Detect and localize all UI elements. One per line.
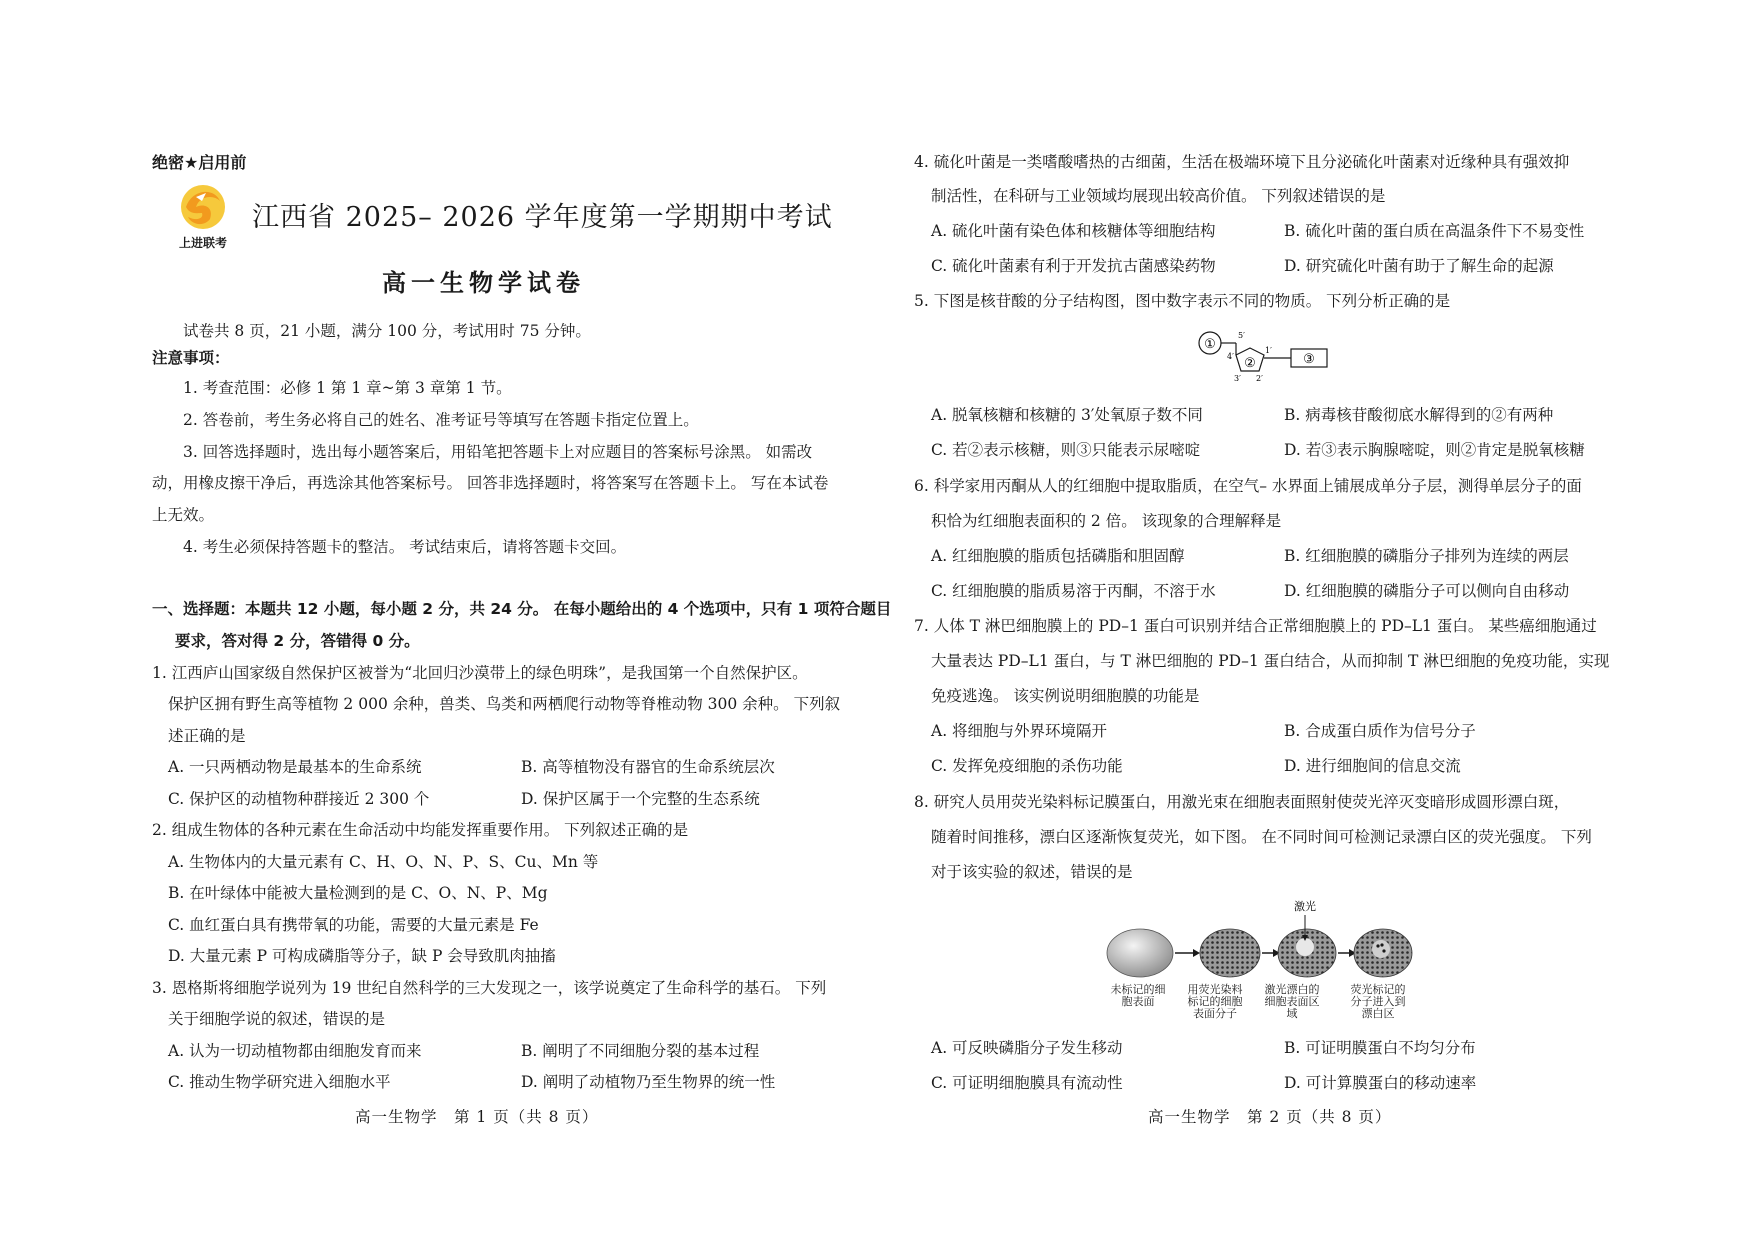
- question-1-option-a: A. 一只两栖动物是最基本的生命系统: [168, 758, 422, 776]
- label-5prime: 5′: [1238, 331, 1245, 340]
- question-5-option-c: C. 若②表示核糖，则③只能表示尿嘧啶: [931, 441, 1201, 459]
- question-3-stem: 3. 恩格斯将细胞学说列为 19 世纪自然科学的三大发现之一，该学说奠定了生命科学的基石。 下列: [152, 979, 827, 997]
- question-6-option-b: B. 红细胞膜的磷脂分子排列为连续的两层: [1284, 547, 1569, 565]
- note-item: 3. 回答选择题时，选出每小题答案后，用铅笔把答题卡上对应题目的答案标号涂黑。 如需改: [183, 443, 813, 461]
- question-7-stem: 大量表达 PD–L1 蛋白，与 T 淋巴细胞的 PD–1 蛋白结合，从而抑制 T 淋巴细胞的免疫功能，实现: [931, 652, 1610, 670]
- question-2-option-d: D. 大量元素 P 可构成磷脂等分子，缺 P 会导致肌肉抽搐: [168, 947, 556, 965]
- section-heading: 一、选择题：本题共 12 小题，每小题 2 分，共 24 分。 在每小题给出的 4 个选项中，只有 1 项符合题目: [152, 600, 892, 618]
- question-3-option-c: C. 推动生物学研究进入细胞水平: [168, 1073, 391, 1091]
- question-4-option-d: D. 研究硫化叶菌有助于了解生命的起源: [1284, 257, 1554, 275]
- figure-label-1: 未标记的细胞表面: [1110, 983, 1166, 1008]
- notes-heading: 注意事项：: [152, 349, 230, 367]
- question-8-stem: 对于该实验的叙述，错误的是: [931, 863, 1133, 881]
- question-2-option-c: C. 血红蛋白具有携带氧的功能，需要的大量元素是 Fe: [168, 916, 539, 934]
- question-4-option-a: A. 硫化叶菌有染色体和核糖体等细胞结构: [931, 222, 1216, 240]
- question-1-option-c: C. 保护区的动植物种群接近 2 300 个: [168, 790, 430, 808]
- page-footer-right: 高一生物学 第 2 页（共 8 页）: [1148, 1108, 1392, 1126]
- question-5-option-b: B. 病毒核苷酸彻底水解得到的②有两种: [1284, 406, 1554, 424]
- label-sugar: ②: [1244, 356, 1256, 371]
- question-5-stem: 5. 下图是核苷酸的分子结构图，图中数字表示不同的物质。 下列分析正确的是: [914, 292, 1451, 310]
- figure-label-4: 荧光标记的分子进入到漂白区: [1350, 983, 1406, 1020]
- label-1prime: 1′: [1265, 346, 1272, 355]
- question-2-stem: 2. 组成生物体的各种元素在生命活动中均能发挥重要作用。 下列叙述正确的是: [152, 821, 689, 839]
- question-8-stem: 8. 研究人员用荧光染料标记膜蛋白，用激光束在细胞表面照射使荧光淬灭变暗形成圆形漂白斑，: [914, 793, 1570, 811]
- question-7-stem: 免疫逃逸。 该实例说明细胞膜的功能是: [931, 687, 1200, 705]
- note-item: 动，用橡皮擦干净后，再选涂其他答案标号。 回答非选择题时，将答案写在答题卡上。 写在本试卷: [152, 474, 829, 492]
- question-6-option-a: A. 红细胞膜的脂质包括磷脂和胆固醇: [931, 547, 1185, 565]
- question-3-option-d: D. 阐明了动植物乃至生物界的统一性: [521, 1073, 776, 1091]
- question-2-option-b: B. 在叶绿体中能被大量检测到的是 C、O、N、P、Mg: [168, 884, 548, 902]
- section-heading-cont: 要求，答对得 2 分，答错得 0 分。: [175, 632, 420, 650]
- question-8-stem: 随着时间推移，漂白区逐渐恢复荧光，如下图。 在不同时间可检测记录漂白区的荧光强度。 下列: [931, 828, 1592, 846]
- label-base: ③: [1303, 352, 1315, 367]
- question-6-stem: 6. 科学家用丙酮从人的红细胞中提取脂质，在空气– 水界面上铺展成单分子层，测得单层分子的面: [914, 477, 1582, 495]
- question-2-option-a: A. 生物体内的大量元素有 C、H、O、N、P、S、Cu、Mn 等: [168, 853, 599, 871]
- question-1-stem: 1. 江西庐山国家级自然保护区被誉为“北回归沙漠带上的绿色明珠”，是我国第一个自然保护区。: [152, 664, 808, 682]
- question-8-option-a: A. 可反映磷脂分子发生移动: [931, 1039, 1123, 1057]
- laser-label: 激光: [1294, 900, 1316, 913]
- figure-label-3: 激光漂白的细胞表面区域: [1264, 983, 1320, 1020]
- note-item: 1. 考查范围：必修 1 第 1 章~第 3 章第 1 节。: [183, 379, 512, 397]
- question-4-stem: 制活性，在科研与工业领域均展现出较高价值。 下列叙述错误的是: [931, 187, 1386, 205]
- svg-text:上进联考: 上进联考: [178, 236, 228, 250]
- figure-label-2: 用荧光染料标记的细胞表面分子: [1187, 983, 1243, 1020]
- cell-labeled: [1200, 929, 1260, 977]
- question-7-option-b: B. 合成蛋白质作为信号分子: [1284, 722, 1476, 740]
- question-8-option-b: B. 可证明膜蛋白不均匀分布: [1284, 1039, 1476, 1057]
- question-7-stem: 7. 人体 T 淋巴细胞膜上的 PD–1 蛋白可识别并结合正常细胞膜上的 PD–L1 蛋白。 某些癌细胞通过: [914, 617, 1597, 635]
- exam-subtitle: 高一生物学试卷: [382, 269, 585, 297]
- note-item: 上无效。: [152, 506, 215, 524]
- question-1-option-d: D. 保护区属于一个完整的生态系统: [521, 790, 760, 808]
- note-item: 4. 考生必须保持答题卡的整洁。 考试结束后，请将答题卡交回。: [183, 538, 627, 556]
- nucleotide-diagram: [1190, 325, 1340, 385]
- secret-label: 绝密★启用前: [152, 153, 247, 172]
- question-8-option-c: C. 可证明细胞膜具有流动性: [931, 1074, 1123, 1092]
- question-5-option-a: A. 脱氧核糖和核糖的 3′处氧原子数不同: [931, 406, 1203, 424]
- question-3-stem: 关于细胞学说的叙述，错误的是: [168, 1010, 386, 1028]
- cell-unlabeled: [1107, 929, 1173, 977]
- logo-icon: [174, 183, 232, 251]
- label-phosphate: ①: [1204, 337, 1216, 352]
- label-4prime: 4′: [1227, 352, 1234, 361]
- question-6-option-c: C. 红细胞膜的脂质易溶于丙酮，不溶于水: [931, 582, 1216, 600]
- question-7-option-a: A. 将细胞与外界环境隔开: [931, 722, 1108, 740]
- question-1-stem: 述正确的是: [168, 727, 246, 745]
- question-7-option-d: D. 进行细胞间的信息交流: [1284, 757, 1461, 775]
- question-1-option-b: B. 高等植物没有器官的生命系统层次: [521, 758, 775, 776]
- question-4-option-c: C. 硫化叶菌素有利于开发抗古菌感染药物: [931, 257, 1216, 275]
- question-3-option-b: B. 阐明了不同细胞分裂的基本过程: [521, 1042, 760, 1060]
- question-6-stem: 积恰为红细胞表面积的 2 倍。 该现象的合理解释是: [931, 512, 1282, 530]
- question-4-option-b: B. 硫化叶菌的蛋白质在高温条件下不易变性: [1284, 222, 1585, 240]
- question-1-stem: 保护区拥有野生高等植物 2 000 余种，兽类、鸟类和两栖爬行动物等脊椎动物 300 余种。 下列叙: [168, 695, 841, 713]
- label-2prime: 2′: [1256, 374, 1263, 383]
- exam-title: 江西省 2025– 2026 学年度第一学期期中考试: [252, 202, 833, 233]
- note-item: 2. 答卷前，考生务必将自己的姓名、准考证号等填写在答题卡指定位置上。: [183, 411, 699, 429]
- exam-intro: 试卷共 8 页，21 小题，满分 100 分，考试用时 75 分钟。: [183, 322, 591, 340]
- label-3prime: 3′: [1234, 374, 1241, 383]
- question-8-option-d: D. 可计算膜蛋白的移动速率: [1284, 1074, 1477, 1092]
- page-footer-left: 高一生物学 第 1 页（共 8 页）: [355, 1108, 599, 1126]
- question-6-option-d: D. 红细胞膜的磷脂分子可以侧向自由移动: [1284, 582, 1570, 600]
- question-5-option-d: D. 若③表示胸腺嘧啶，则②肯定是脱氧核糖: [1284, 441, 1585, 459]
- question-7-option-c: C. 发挥免疫细胞的杀伤功能: [931, 757, 1123, 775]
- question-3-option-a: A. 认为一切动植物都由细胞发育而来: [168, 1042, 422, 1060]
- question-4-stem: 4. 硫化叶菌是一类嗜酸嗜热的古细菌，生活在极端环境下且分泌硫化叶菌素对近缘种具有强效抑: [914, 153, 1570, 171]
